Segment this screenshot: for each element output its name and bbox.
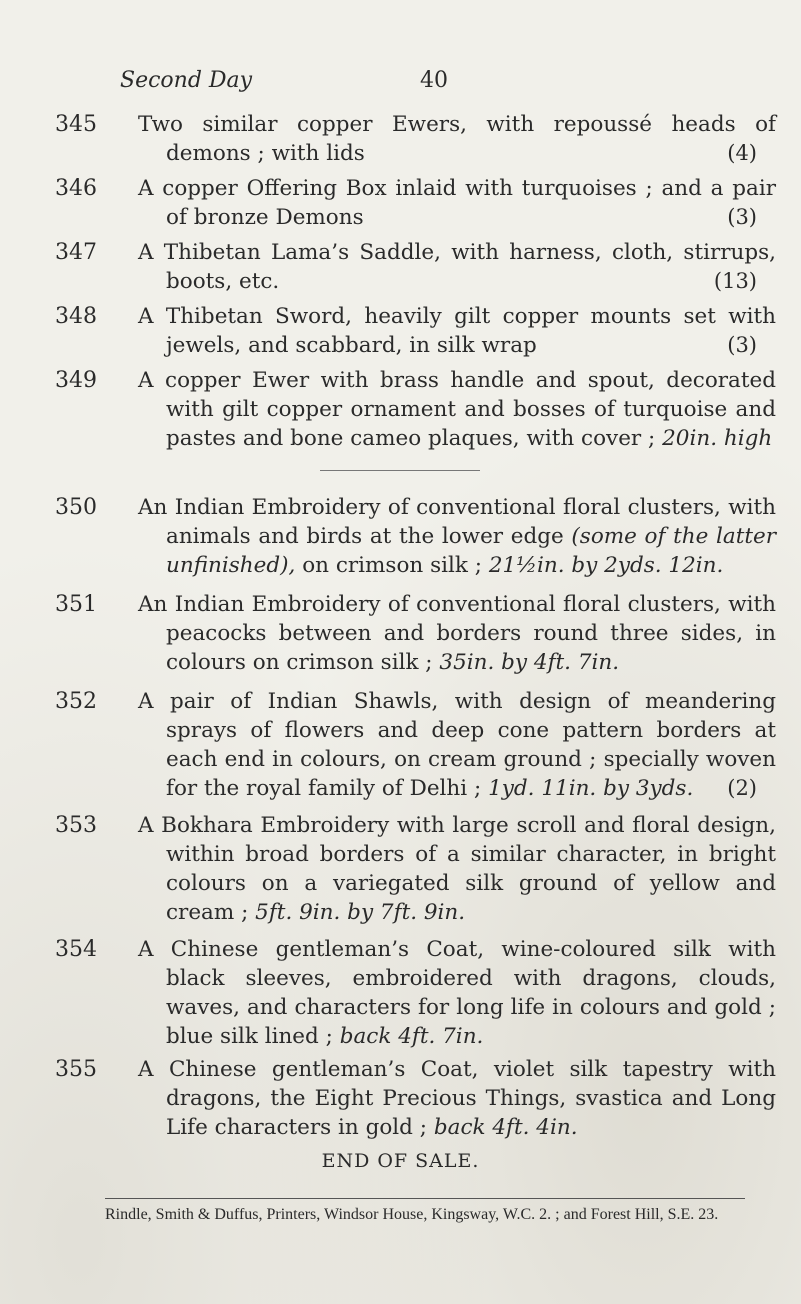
printer-imprint: Rindle, Smith & Duffus, Printers, Windsor House, Kingsway, W.C. 2. ; and Forest Hill, S.E. 23. xyxy=(105,1206,719,1223)
lot-description: An Indian Embroidery of conventional floral clusters, with peacocks between and borders round three sides, in colours on crimson silk ; 35in. by 4ft. 7in. xyxy=(138,592,776,675)
lot-number: 346 xyxy=(55,176,97,201)
lot-description: A Thibetan Sword, heavily gilt copper mounts set with jewels, and scabbard, in silk wrap xyxy=(138,304,776,358)
lot-number: 353 xyxy=(55,813,97,838)
section-divider xyxy=(320,470,480,471)
lot-number: 351 xyxy=(55,592,97,617)
page-number: 40 xyxy=(420,68,448,93)
lot-description: A copper Offering Box inlaid with turquoises ; and a pair of bronze Demons xyxy=(138,176,776,230)
lot-number: 354 xyxy=(55,937,97,962)
page-header xyxy=(120,68,760,98)
lot-description: A Chinese gentleman’s Coat, violet silk tapestry with dragons, the Eight Precious Things, svastica and Long Life characters in gold ; back 4ft. 4in. xyxy=(138,1057,776,1140)
lot-description: A Thibetan Lama’s Saddle, with harness, cloth, stirrups, boots, etc. xyxy=(138,240,776,294)
lot-description: An Indian Embroidery of conventional floral clusters, with animals and birds at the lower edge (some of the latter unfinished), on crimson silk ; 21½in. by 2yds. 12in. xyxy=(138,495,776,578)
day-title: Second Day xyxy=(120,68,253,93)
lot-description: A Chinese gentleman’s Coat, wine-coloured silk with black sleeves, embroidered with dragons, clouds, waves, and characters for long life in colours and gold ; blue silk lined ; back 4ft. 7in. xyxy=(138,937,776,1049)
lot-description: A Bokhara Embroidery with large scroll and floral design, within broad borders of a similar character, in bright colours on a variegated silk ground of yellow and cream ; 5ft. 9in. by 7ft. 9in. xyxy=(138,813,776,925)
footer-divider xyxy=(105,1198,745,1199)
lot-number: 347 xyxy=(55,240,97,265)
lot-quantity: (2) xyxy=(727,776,757,800)
lot-quantity: (4) xyxy=(727,141,757,165)
lot-description: Two similar copper Ewers, with repoussé heads of demons ; with lids xyxy=(138,112,776,166)
lot-number: 348 xyxy=(55,304,97,329)
lot-number: 349 xyxy=(55,368,97,393)
lot-quantity: (3) xyxy=(727,333,757,357)
lot-quantity: (3) xyxy=(727,205,757,229)
lot-description: A pair of Indian Shawls, with design of meandering sprays of flowers and deep cone pattern borders at each end in colours, on cream ground ; specially woven for the royal family of Delhi ; 1yd. 11in. by 3yds. xyxy=(138,689,776,801)
lot-number: 355 xyxy=(55,1057,97,1082)
lot-description: A copper Ewer with brass handle and spout, decorated with gilt copper ornament and bosses of turquoise and pastes and bone cameo plaques, with cover ; 20in. high xyxy=(138,368,776,451)
lot-number: 350 xyxy=(55,495,97,520)
lot-quantity: (13) xyxy=(713,269,757,293)
lot-number: 352 xyxy=(55,689,97,714)
lot-number: 345 xyxy=(55,112,97,137)
end-of-sale: END OF SALE. xyxy=(321,1150,480,1172)
